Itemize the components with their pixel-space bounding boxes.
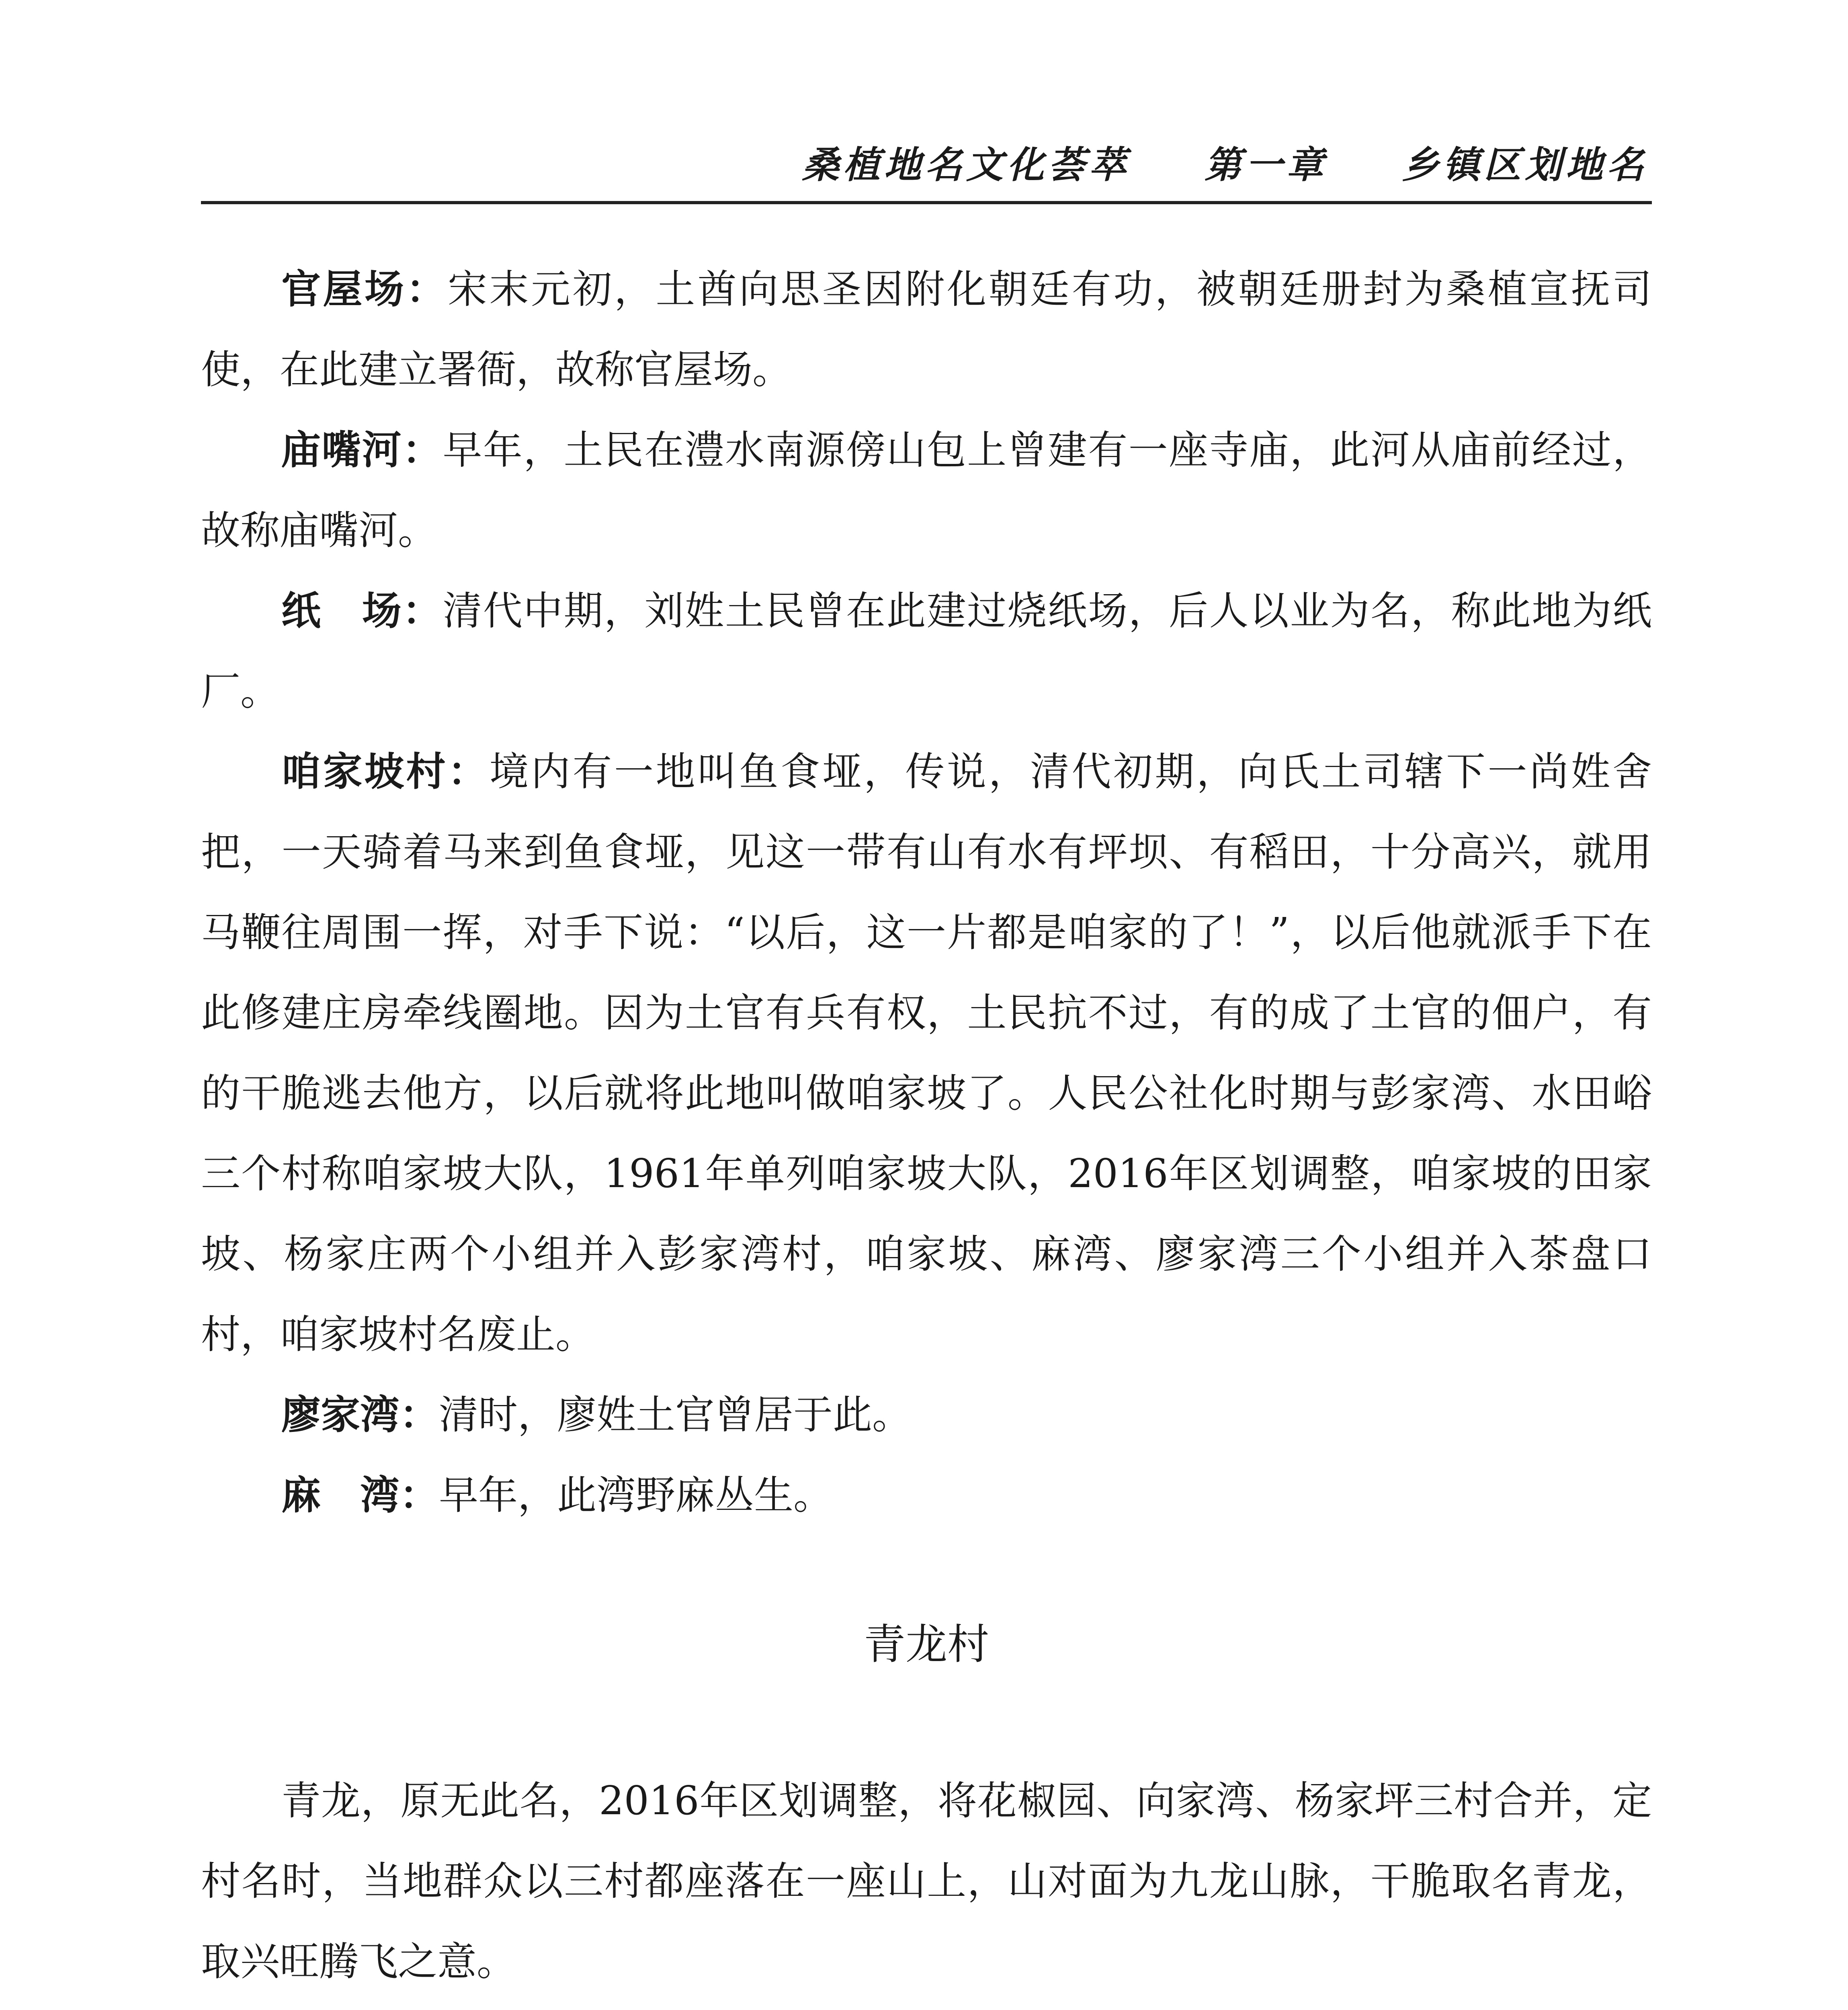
chapter-label: 第一章 [1204, 143, 1328, 187]
entry-mawan [201, 1455, 1652, 1536]
entry-text: 清代中期，刘姓土民曾在此建过烧纸场，后人以业为名，称此地为纸厂。 [201, 588, 1652, 714]
entry-term: 麻 湾： [281, 1473, 439, 1518]
entry-term: 官屋场： [281, 267, 448, 312]
entry-guanwuchang [201, 249, 1652, 410]
header-rule [201, 201, 1652, 204]
entry-term: 廖家湾： [281, 1392, 439, 1438]
book-title: 桑植地名文化荟萃 [802, 143, 1130, 187]
entry-term: 咱家坡村： [281, 749, 490, 795]
page-body [201, 249, 1652, 2010]
entry-term: 纸 场： [281, 588, 443, 634]
entry-text: 境内有一地叫鱼食垭，传说，清代初期，向氏土司辖下一尚姓舍把，一天骑着马来到鱼食垭，见这一带有山有水有坪坝、有稻田，十分高兴，就用马鞭往周围一挥，对手下说：“以后，这一片都是咱家的了！”，以后他就派手下在此修建庄房牵线圈地。因为土官有兵有权，土民抗不过，有的成了土官的佃户，有的干脆逃去他方，以后就将此地叫做咱家坡了。人民公社化时期与彭家湾、水田峪三个村称咱家坡大队，1961年单列咱家坡大队，2016年区划调整，咱家坡的田家坡、杨家庄两个小组并入彭家湾村，咱家坡、麻湾、廖家湾三个小组并入茶盘口村，咱家坡村名废止。 [201, 749, 1652, 1358]
entry-text: 早年，此湾野麻丛生。 [439, 1473, 833, 1518]
entry-huajiaoyuan [201, 2002, 1652, 2010]
running-header [201, 141, 1648, 205]
entry-text: 清时，廖姓土官曾居于此。 [439, 1392, 912, 1438]
entry-text: 宋末元初，土酋向思圣因附化朝廷有功，被朝廷册封为桑植宣抚司使，在此建立署衙，故称官屋场。 [201, 267, 1652, 393]
entry-text: 早年，土民在澧水南源傍山包上曾建有一座寺庙，此河从庙前经过，故称庙嘴河。 [201, 427, 1652, 554]
chapter-title: 乡镇区划地名 [1401, 143, 1648, 187]
section-intro: 青龙，原无此名，2016年区划调整，将花椒园、向家湾、杨家坪三村合并，定村名时，当地群众以三村都座落在一座山上，山对面为九龙山脉，干脆取名青龙，取兴旺腾飞之意。 [201, 1778, 1652, 1985]
entry-zanjiapo [201, 732, 1652, 1375]
section-title: 青龙村 [863, 1620, 989, 1669]
entry-miaozuihe [201, 410, 1652, 571]
entry-liaojiawan [201, 1375, 1652, 1455]
entry-term: 庙嘴河： [281, 427, 443, 473]
entry-zhichang [201, 571, 1652, 732]
